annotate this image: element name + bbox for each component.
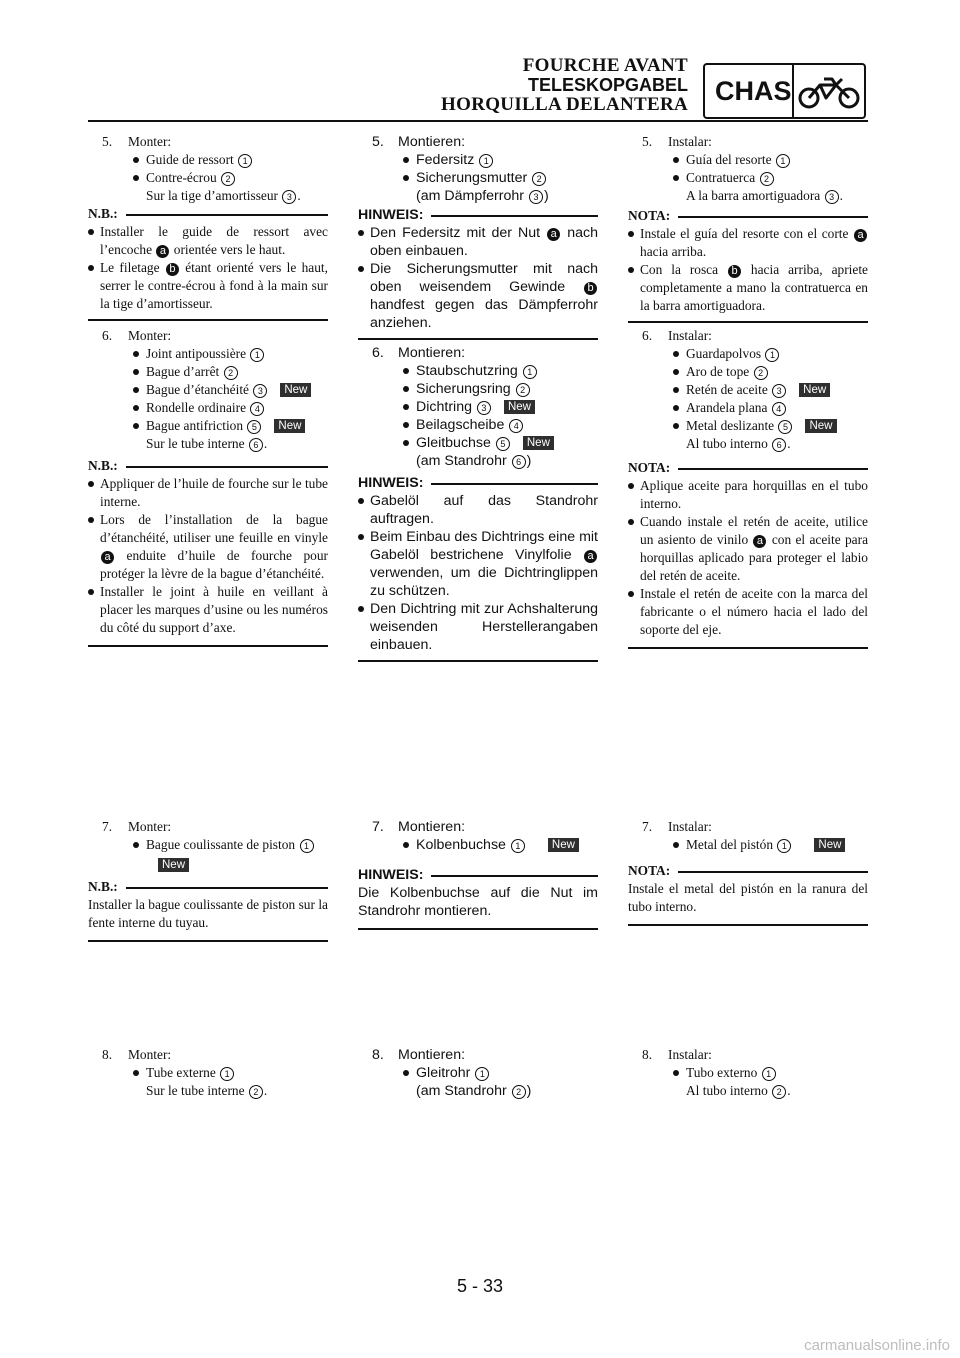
new-badge: New xyxy=(504,400,535,414)
new-badge: New xyxy=(274,419,305,433)
note-7-de: HINWEIS: Die Kolbenbuchse auf die Nut im Standrohr montieren. xyxy=(358,866,598,930)
note-7-es: NOTA: Instale el metal del pistón en la ranura del tubo interno. xyxy=(628,862,868,926)
step-7-es: 7. Instalar: Metal del pistón 1 New xyxy=(642,818,845,854)
motorcycle-icon xyxy=(794,71,864,111)
header-title-de: TELESKOPGABEL xyxy=(527,75,688,95)
note-7-fr: N.B.: Installer la bague coulissante de piston sur la fente interne du tuyau. xyxy=(88,878,328,942)
note-6-de: HINWEIS: Gabelöl auf das Standrohr auftragen. Beim Einbau des Dichtrings eine mit Gabelöl bestrichene Vinylfolie a verwenden, um die Dichtringlippen zu schützen. Den Dichtring mit zur Achshalterung weisenden Herstellerangaben einbauen. xyxy=(358,474,598,662)
step-6-de: 6. Montieren: Staubschutzring 1 Sicherungsring 2 Dichtring 3 New Beilagscheibe 4 Gleitbuchse 5 New (am Standrohr 6 ) xyxy=(372,344,554,470)
step-6-fr: 6. Monter: Joint antipoussière 1 Bague d’arrêt 2 Bague d’étanchéité 3 New Rondelle ordinaire 4 Bague antifriction 5 New Sur le tube interne 6 . xyxy=(102,327,311,453)
step-5-es: 5. Instalar: Guía del resorte 1 Contratuerca 2 A la barra amortiguadora 3 . xyxy=(642,134,843,203)
step-8-es: 8. Instalar: Tubo externo 1 Al tubo interno 2 . xyxy=(642,1047,791,1098)
step-8-de: 8. Montieren: Gleitrohr 1 (am Standrohr 2 ) xyxy=(372,1047,532,1099)
step-7-de: 7. Montieren: Kolbenbuchse 1 New xyxy=(372,818,579,854)
new-badge: New xyxy=(814,838,845,852)
note-6-fr: N.B.: Appliquer de l’huile de fourche sur le tube interne. Lors de l’installation de la bague d’étanchéité, utiliser une feuille en vinyle a enduite d’huile de fourche pour protéger la lèvre de la bague d’étanchéité. Installer le joint à huile en veillant à placer les marques d’usine ou les numéros du côté du support d’axe. xyxy=(88,457,328,647)
new-badge: New xyxy=(523,436,554,450)
new-badge: New xyxy=(799,383,830,397)
note-5-de: HINWEIS: Den Federsitz mit der Nut a nach oben einbauen. Die Sicherungsmutter mit nach oben weisendem Gewinde b handfest gegen das Dämpferrohr anziehen. xyxy=(358,206,598,340)
page-number: 5 - 33 xyxy=(456,1276,504,1296)
new-badge: New xyxy=(548,838,579,852)
new-badge: New xyxy=(158,858,189,872)
header-rule xyxy=(88,120,868,122)
note-6-es: NOTA: Aplique aceite para horquillas en el tubo interno. Cuando instale el retén de aceite, utilice un asiento de vinilo a con el aceite para horquillas aplicado para proteger el labio del retén de aceite. Instale el retén de aceite con la marca del fabricante o el número hacia el lado del soporte del eje. xyxy=(628,459,868,649)
step-5-de: 5. Montieren: Federsitz 1 Sicherungsmutter 2 (am Dämpferrohr 3 ) xyxy=(372,134,549,204)
header-title-es: HORQUILLA DELANTERA xyxy=(441,94,688,115)
step-6-es: 6. Instalar: Guardapolvos 1 Aro de tope 2 Retén de aceite 3 New Arandela plana 4 Metal deslizante 5 New Al tubo interno 6 . xyxy=(642,327,837,453)
step-5-fr: 5. Monter: Guide de ressort 1 Contre-écrou 2 Sur la tige d’amortisseur 3 . xyxy=(102,134,301,203)
step-8-fr: 8. Monter: Tube externe 1 Sur le tube interne 2 . xyxy=(102,1047,268,1098)
footer-watermark[interactable]: carmanualsonline.info xyxy=(804,1337,950,1354)
header-title-fr: FOURCHE AVANT xyxy=(522,55,688,76)
section-label: CHAS xyxy=(715,75,792,106)
note-5-fr: N.B.: Installer le guide de ressort avec l’encoche a orientée vers le haut. Le filetage b étant orienté vers le haut, serrer le contre-écrou à fond à la main sur la tige d’amortisseur. xyxy=(88,205,328,321)
note-5-es: NOTA: Instale el guía del resorte con el corte a hacia arriba. Con la rosca b hacia arriba, apriete completamente a mano la contratuerca en la barra amortiguadora. xyxy=(628,207,868,323)
section-badge xyxy=(703,63,866,119)
new-badge: New xyxy=(805,419,836,433)
step-7-fr: 7. Monter: Bague coulissante de piston 1 New xyxy=(102,818,315,874)
new-badge: New xyxy=(280,383,311,397)
